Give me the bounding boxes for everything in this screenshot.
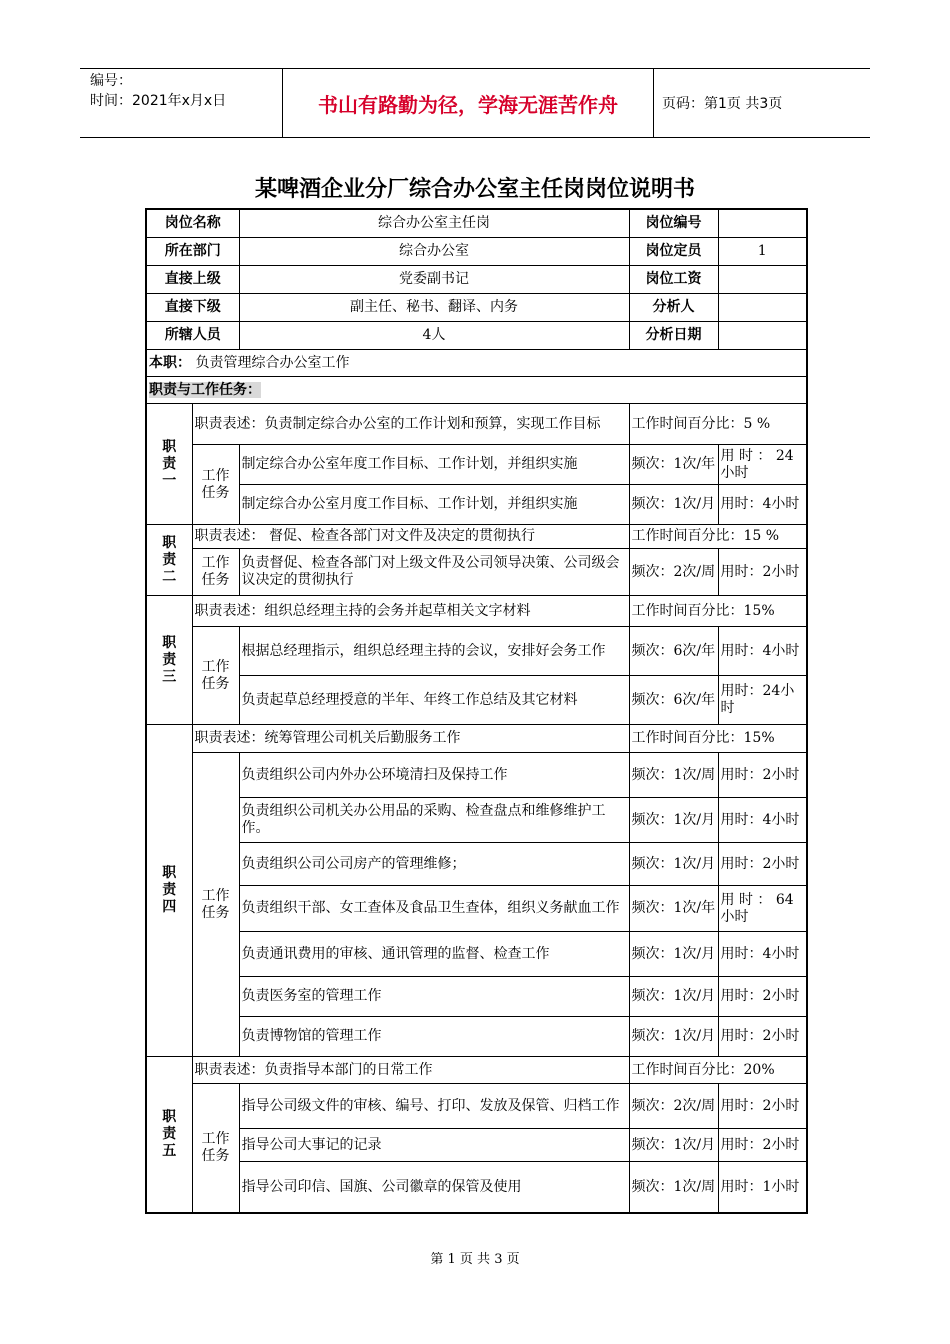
duty-time-percent: 工作时间百分比：15 % [629, 525, 807, 549]
task-frequency: 频次：2次/周 [629, 1084, 718, 1129]
task-text: 负责组织公司公司房产的管理维修； [239, 843, 629, 886]
duty-statement-row [146, 1057, 807, 1084]
task-text: 负责起草总经理授意的半年、年终工作总结及其它材料 [239, 676, 629, 725]
task-frequency: 频次：1次/年 [629, 445, 718, 485]
task-row [146, 549, 807, 596]
duty-statement-row [146, 404, 807, 445]
task-frequency: 频次：1次/月 [629, 932, 718, 977]
task-row [146, 445, 807, 485]
duty-name: 职责三 [162, 634, 177, 685]
page-footer: 第 1 页 共 3 页 [430, 1252, 520, 1267]
task-frequency: 频次：2次/周 [629, 549, 718, 596]
task-duration: 用时：4小时 [718, 627, 807, 676]
duty-bar-row [146, 350, 807, 377]
page-header [80, 68, 870, 138]
duty-group-label [146, 525, 192, 596]
task-text: 负责通讯费用的审核、通讯管理的监督、检查工作 [239, 932, 629, 977]
tasks-heading-row [146, 377, 807, 404]
duty-time-percent: 工作时间百分比：15% [629, 725, 807, 753]
task-duration: 用 时 ： 24小时 [718, 445, 807, 485]
task-frequency: 频次：6次/年 [629, 676, 718, 725]
duty-time-percent: 工作时间百分比：15% [629, 596, 807, 627]
task-text: 负责医务室的管理工作 [239, 977, 629, 1017]
task-text: 负责督促、检查各部门对上级文件及公司领导决策、公司级会议决定的贯彻执行 [239, 549, 629, 596]
duty-time-percent: 工作时间百分比：5 % [629, 404, 807, 445]
info-value [718, 266, 807, 294]
page-label: 页码：第1页 共3页 [662, 96, 783, 112]
duty-statement: 职责表述：组织总经理主持的会务并起草相关文字材料 [192, 596, 629, 627]
task-row [146, 753, 807, 798]
task-label: 工作任务 [201, 887, 230, 921]
task-group-label [192, 627, 239, 725]
task-duration: 用时：4小时 [718, 798, 807, 843]
task-frequency: 频次：1次/周 [629, 1162, 718, 1214]
task-group-label [192, 1084, 239, 1214]
info-row [146, 209, 807, 238]
task-duration: 用时：4小时 [718, 932, 807, 977]
task-label: 工作任务 [201, 658, 230, 692]
task-frequency: 频次：1次/月 [629, 1129, 718, 1162]
motto-text: 书山有路勤为径，学海无涯苦作舟 [318, 92, 618, 117]
document-title: 某啤酒企业分厂综合办公室主任岗岗位说明书 [254, 177, 695, 202]
task-duration: 用 时 ： 64小时 [718, 886, 807, 932]
info-label: 分析日期 [629, 322, 718, 350]
info-label: 分析人 [629, 294, 718, 322]
duty-name: 职责四 [162, 865, 177, 915]
task-duration: 用时：2小时 [718, 1129, 807, 1162]
task-text: 制定综合办公室月度工作目标、工作计划，并组织实施 [239, 485, 629, 525]
info-label: 岗位定员 [629, 238, 718, 266]
task-label: 工作任务 [201, 555, 230, 588]
duty-statement: 职责表述：负责指导本部门的日常工作 [192, 1057, 629, 1084]
task-group-label [192, 549, 239, 596]
task-row [146, 798, 807, 843]
duty-name: 职责五 [162, 1109, 177, 1159]
task-duration: 用时：4小时 [718, 485, 807, 525]
task-text: 根据总经理指示，组织总经理主持的会议，安排好会务工作 [239, 627, 629, 676]
task-text: 负责组织公司机关办公用品的采购、检查盘点和维修维护工作。 [239, 798, 629, 843]
duty-name: 职责二 [162, 534, 177, 585]
info-label: 直接上级 [146, 266, 239, 294]
task-row [146, 1084, 807, 1129]
info-value [718, 294, 807, 322]
info-value: 1 [718, 238, 807, 266]
info-row [146, 294, 807, 322]
task-duration: 用时：2小时 [718, 753, 807, 798]
task-duration: 用时：2小时 [718, 1017, 807, 1057]
task-row [146, 886, 807, 932]
task-row [146, 1162, 807, 1214]
task-frequency: 频次：1次/月 [629, 977, 718, 1017]
duty-group-label [146, 1057, 192, 1214]
info-row [146, 322, 807, 350]
duty-bar [146, 350, 807, 377]
info-row [146, 238, 807, 266]
duty-statement-row [146, 725, 807, 753]
task-frequency: 频次：1次/周 [629, 753, 718, 798]
info-value: 综合办公室主任岗 [239, 209, 629, 238]
duty-statement: 职责表述：负责制定综合办公室的工作计划和预算，实现工作目标 [192, 404, 629, 445]
task-duration: 用时：24小时 [718, 676, 807, 725]
table-body [146, 209, 807, 1213]
duty-statement: 职责表述： 督促、检查各部门对文件及决定的贯彻执行 [192, 525, 629, 549]
info-label: 直接下级 [146, 294, 239, 322]
task-duration: 用时：2小时 [718, 977, 807, 1017]
number-label: 编号： [90, 73, 132, 89]
info-value: 4人 [239, 322, 629, 350]
duty-group-label [146, 596, 192, 725]
task-duration: 用时：2小时 [718, 1084, 807, 1129]
task-text: 指导公司级文件的审核、编号、打印、发放及保管、归档工作 [239, 1084, 629, 1129]
job-description-table [145, 208, 808, 1214]
task-row [146, 1129, 807, 1162]
task-row [146, 843, 807, 886]
task-row [146, 485, 807, 525]
task-row [146, 977, 807, 1017]
task-frequency: 频次：1次/月 [629, 843, 718, 886]
info-value [718, 209, 807, 238]
task-group-label [192, 445, 239, 525]
task-row [146, 932, 807, 977]
task-frequency: 频次：1次/月 [629, 798, 718, 843]
task-frequency: 频次：1次/月 [629, 1017, 718, 1057]
task-row [146, 627, 807, 676]
info-row [146, 266, 807, 294]
duty-time-percent: 工作时间百分比：20% [629, 1057, 807, 1084]
task-text: 制定综合办公室年度工作目标、工作计划，并组织实施 [239, 445, 629, 485]
duty-statement-row [146, 596, 807, 627]
info-label: 岗位名称 [146, 209, 239, 238]
task-frequency: 频次：6次/年 [629, 627, 718, 676]
task-text: 负责组织干部、女工查体及食品卫生查体，组织义务献血工作 [239, 886, 629, 932]
task-text: 负责组织公司内外办公环境清扫及保持工作 [239, 753, 629, 798]
tasks-heading-cell [146, 377, 807, 404]
info-value [718, 322, 807, 350]
task-duration: 用时：2小时 [718, 549, 807, 596]
duty-name: 职责一 [162, 438, 177, 489]
info-label: 岗位编号 [629, 209, 718, 238]
task-duration: 用时：2小时 [718, 843, 807, 886]
task-text: 负责博物馆的管理工作 [239, 1017, 629, 1057]
duty-text: 负责管理综合办公室工作 [195, 354, 350, 371]
task-text: 指导公司大事记的记录 [239, 1129, 629, 1162]
task-frequency: 频次：1次/月 [629, 485, 718, 525]
task-duration: 用时：1小时 [718, 1162, 807, 1214]
task-frequency: 频次：1次/年 [629, 886, 718, 932]
duty-statement-row [146, 525, 807, 549]
motto-box [282, 69, 654, 137]
duty-label: 本职： [149, 354, 191, 371]
header-meta [90, 71, 280, 111]
duty-group-label [146, 725, 192, 1057]
task-row [146, 1017, 807, 1057]
info-value: 副主任、秘书、翻译、内务 [239, 294, 629, 322]
info-value: 综合办公室 [239, 238, 629, 266]
task-group-label [192, 753, 239, 1057]
duty-group-label [146, 404, 192, 525]
task-label: 工作任务 [201, 467, 230, 501]
info-label: 岗位工资 [629, 266, 718, 294]
time-label: 时间：2021年x月x日 [90, 93, 227, 109]
task-row [146, 676, 807, 725]
tasks-heading: 职责与工作任务： [149, 381, 261, 398]
info-value: 党委副书记 [239, 266, 629, 294]
duty-statement: 职责表述：统筹管理公司机关后勤服务工作 [192, 725, 629, 753]
task-label: 工作任务 [201, 1131, 230, 1164]
info-label: 所辖人员 [146, 322, 239, 350]
info-label: 所在部门 [146, 238, 239, 266]
task-text: 指导公司印信、国旗、公司徽章的保管及使用 [239, 1162, 629, 1214]
